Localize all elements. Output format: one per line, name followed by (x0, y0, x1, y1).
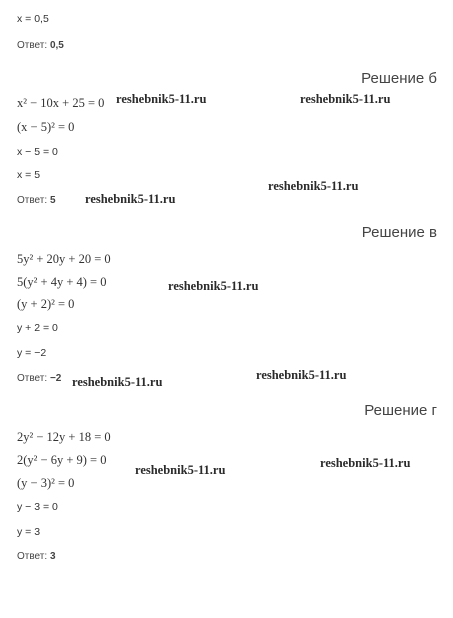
equation-line: x = 5 (17, 169, 41, 181)
equation-line: (x − 5)² = 0 (17, 120, 75, 134)
watermark: reshebnik5-11.ru (72, 375, 163, 389)
answer-line (17, 373, 61, 384)
equation-line: 2(y² − 6y + 9) = 0 (17, 453, 107, 467)
answer-value: 5 (49, 195, 56, 206)
watermark: reshebnik5-11.ru (300, 92, 391, 106)
equation-line: (y + 2)² = 0 (17, 297, 75, 311)
watermark: reshebnik5-11.ru (320, 456, 411, 470)
equation-line: x = 0,5 (17, 13, 49, 25)
answer-value: 3 (49, 551, 56, 562)
solution-heading-g: Решение г (364, 402, 437, 419)
equation-line: x² − 10x + 25 = 0 (17, 96, 105, 110)
watermark: reshebnik5-11.ru (256, 368, 347, 382)
answer-line (17, 195, 56, 206)
solution-heading-v: Решение в (361, 224, 437, 241)
answer-line (17, 551, 56, 562)
answer-value: 0,5 (49, 40, 64, 51)
equation-line: x − 5 = 0 (17, 146, 58, 158)
equation-line: 2y² − 12y + 18 = 0 (17, 430, 111, 444)
equation-line: y = −2 (17, 347, 47, 359)
watermark: reshebnik5-11.ru (268, 179, 359, 193)
watermark: reshebnik5-11.ru (135, 463, 226, 477)
answer-label: Ответ: (17, 195, 48, 206)
equation-line: (y − 3)² = 0 (17, 476, 75, 490)
equation-line: y + 2 = 0 (17, 322, 58, 334)
watermark: reshebnik5-11.ru (168, 279, 259, 293)
equation-line: y = 3 (17, 526, 41, 538)
answer-label: Ответ: (17, 40, 48, 51)
answer-label: Ответ: (17, 373, 48, 384)
equation-line: 5(y² + 4y + 4) = 0 (17, 275, 107, 289)
equation-line: y − 3 = 0 (17, 501, 58, 513)
answer-line (17, 40, 64, 51)
answer-value: −2 (49, 373, 62, 384)
equation-line: 5y² + 20y + 20 = 0 (17, 252, 111, 266)
solution-heading-b: Решение б (361, 70, 437, 87)
watermark: reshebnik5-11.ru (116, 92, 207, 106)
watermark: reshebnik5-11.ru (85, 192, 176, 206)
answer-label: Ответ: (17, 551, 48, 562)
